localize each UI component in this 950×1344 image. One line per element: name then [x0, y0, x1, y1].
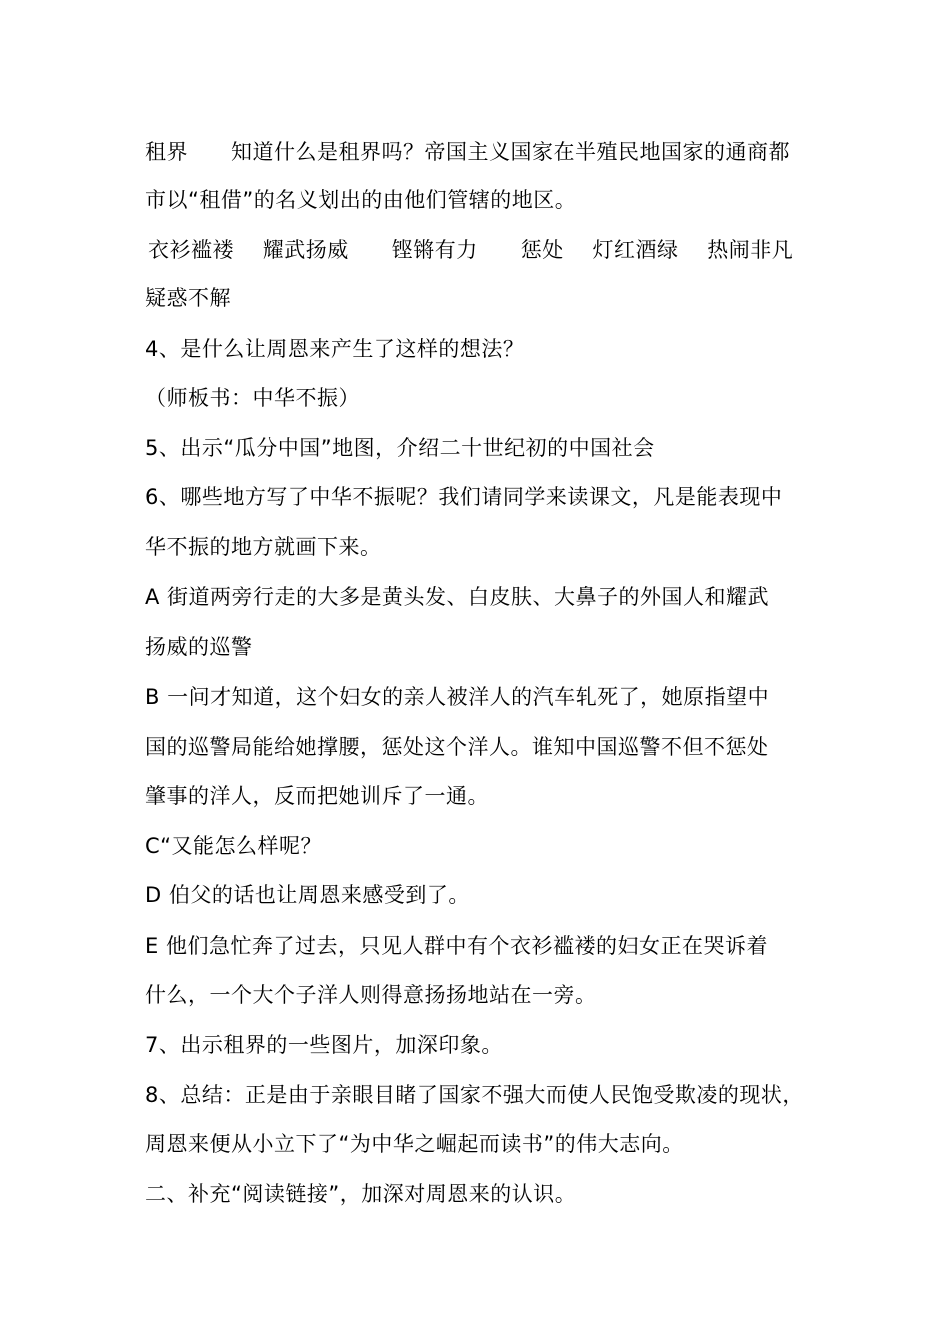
text-line: 周恩来便从小立下了“为中华之崛起而读书”的伟大志向。	[145, 1132, 684, 1156]
text-line: 租界 知道什么是租界吗？帝国主义国家在半殖民地国家的通商都	[145, 140, 791, 164]
item-b: B 一问才知道，这个妇女的亲人被洋人的汽车轧死了，她原指望中	[145, 685, 770, 709]
step-6: 6、哪些地方写了中华不振呢？我们请同学来读课文，凡是能表现中	[145, 485, 783, 509]
text-line: 扬威的巡警	[145, 635, 253, 659]
vocabulary-line: 衣衫褴褛 耀武扬威 铿锵有力 惩处 灯红酒绿 热闹非凡	[148, 238, 794, 262]
text-line: 国的巡警局能给她撑腰，惩处这个洋人。谁知中国巡警不但不惩处	[145, 735, 769, 759]
item-a: A 街道两旁行走的大多是黄头发、白皮肤、大鼻子的外国人和耀武	[145, 585, 770, 609]
vocabulary-line: 疑惑不解	[145, 286, 231, 310]
text-line: 什么，一个大个子洋人则得意扬扬地站在一旁。	[145, 983, 597, 1007]
step-7: 7、出示租界的一些图片，加深印象。	[145, 1033, 503, 1057]
step-5: 5、出示“瓜分中国”地图，介绍二十世纪初的中国社会	[145, 436, 655, 460]
text-line: 华不振的地方就画下来。	[145, 535, 382, 559]
step-8-summary: 8、总结：正是由于亲眼目睹了国家不强大而使人民饱受欺凌的现状，	[145, 1083, 804, 1107]
board-note: （师板书：中华不振）	[145, 386, 360, 410]
item-e: E 他们急忙奔了过去，只见人群中有个衣衫褴褛的妇女正在哭诉着	[145, 934, 768, 958]
text-line: 肇事的洋人，反而把她训斥了一通。	[145, 784, 489, 808]
item-c: C“又能怎么样呢？	[145, 834, 323, 858]
question-4: 4、是什么让周恩来产生了这样的想法？	[145, 337, 525, 361]
item-d: D 伯父的话也让周恩来感受到了。	[145, 883, 470, 907]
section-two-heading: 二、补充“阅读链接”，加深对周恩来的认识。	[145, 1182, 577, 1206]
text-line: 市以“租借”的名义划出的由他们管辖的地区。	[145, 188, 577, 212]
